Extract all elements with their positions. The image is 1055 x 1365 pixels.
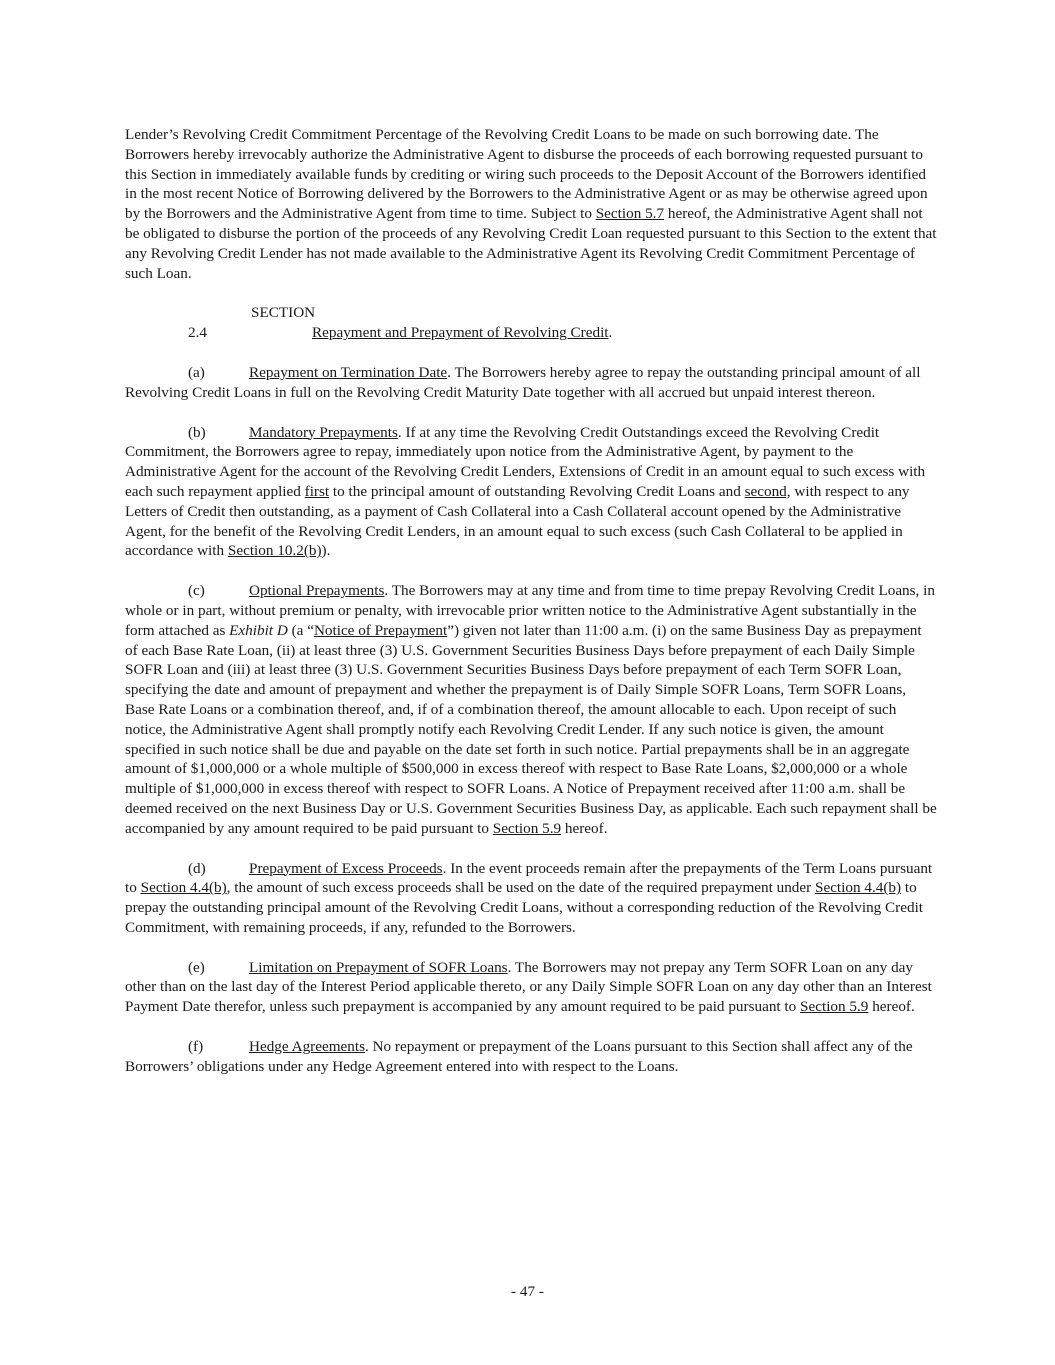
paragraph-caption: Limitation on Prepayment of SOFR Loans — [249, 958, 508, 976]
section-heading — [125, 303, 937, 343]
text-run: . The Borrowers hereby agree to repay the outstanding principal amount of all Revolving Credit Loans in full on the Revolving Credit Maturity Date together with all accrued but unpaid interest thereon. — [125, 363, 921, 401]
text-run: . If at any time the Revolving Credit Outstandings exceed the Revolving Credit Commitment, the Borrowers agree to repay, immediately upon notice from the Administrative Agent, by payment to the Administrative Agent for the account of the Revolving Credit Lenders, Extensions of Credit in an amount equal to such excess with each such repayment applied — [125, 423, 926, 500]
text-run: ”) given not later than 11:00 a.m. (i) on the same Business Day as prepayment of each Base Rate Loan, (ii) at least three (3) U.S. Government Securities Business Days before prepayment of each Daily Simple SOFR Loan and (iii) at least three (3) U.S. Government Securities Business Days before prepayment of each Term SOFR Loan, specifying the date and amount of prepayment and whether the prepayment is of Daily Simple SOFR Loans, Term SOFR Loans, Base Rate Loans or a combination thereof, and, if of a combination thereof, the amount allocable to each. Upon receipt of such notice, the Administrative Agent shall promptly notify each Revolving Credit Lender. If any such notice is given, the amount specified in such notice shall be due and payable on the date set forth in such notice. Partial prepayments shall be in an aggregate amount of $1,000,000 or a whole multiple of $500,000 in excess thereof with respect to Base Rate Loans, $2,000,000 or a whole multiple of $1,000,000 in excess thereof with respect to SOFR Loans. A Notice of Prepayment received after 11:00 a.m. shall be deemed received on the next Business Day or U.S. Government Securities Business Day, as applicable. Each such repayment shall be accompanied by any amount required to be paid pursuant to — [125, 621, 937, 837]
exhibit-reference: Exhibit D — [229, 621, 288, 639]
paragraph-label: (b) — [188, 423, 206, 441]
paragraph-label: (d) — [188, 859, 206, 877]
text-run: hereof. — [561, 819, 608, 837]
text-run: . — [608, 324, 613, 342]
paragraph-label: (a) — [188, 363, 205, 381]
text-run: , the amount of such excess proceeds shall be used on the date of the required prepayment under — [226, 879, 815, 897]
text-run: . No repayment or prepayment of the Loans pursuant to this Section shall affect any of the Borrowers’ obligations under any Hedge Agreement entered into with respect to the Loans. — [125, 1038, 913, 1075]
section-reference: Section 5.9 — [800, 998, 869, 1016]
emphasis-first: first — [304, 482, 330, 500]
text-run: (a “ — [287, 621, 314, 639]
section-reference: Section 10.2(b) — [227, 542, 322, 560]
text-run: to prepay the outstanding principal amount of the Revolving Credit Loans, without a corresponding reduction of the Revolving Credit Commitment, with remaining proceeds, if any, refunded to the Borrowers. — [125, 879, 924, 936]
defined-term: Notice of Prepayment — [313, 621, 448, 639]
text-run: ). — [321, 542, 331, 560]
paragraph-e — [125, 958, 937, 1017]
text-run: hereof, the Administrative Agent shall not be obligated to disburse the portion of the proceeds of any Revolving Credit Loan requested pursuant to this Section to the extent that any Revolving Credit Lender has not made available to the Administrative Agent its Revolving Credit Commitment Percentage of such Loan. — [125, 205, 937, 282]
paragraph-caption: Hedge Agreements — [249, 1038, 365, 1056]
text-run: . The Borrowers may at any time and from time to time prepay Revolving Credit Loans, in whole or in part, without premium or penalty, with irrevocable prior written notice to the Administrative Agent substantially in the form attached as — [125, 582, 935, 639]
section-title: Repayment and Prepayment of Revolving Credit — [312, 324, 609, 342]
paragraph-label: (e) — [188, 958, 205, 976]
paragraph-c — [125, 581, 937, 838]
paragraph-a — [125, 363, 937, 403]
emphasis-second: second, — [744, 482, 791, 500]
text-run: . In the event proceeds remain after the prepayments of the Term Loans pursuant to — [125, 859, 933, 897]
paragraph-caption: Repayment on Termination Date — [249, 363, 448, 381]
text-run: Lender’s Revolving Credit Commitment Percentage of the Revolving Credit Loans to be made on such borrowing date. The Borrowers hereby irrevocably authorize the Administrative Agent to disburse the proceeds of each borrowing requested pursuant to this Section in immediately available funds by crediting or wiring such proceeds to the Deposit Account of the Borrowers identified in the most recent Notice of Borrowing delivered by the Borrowers to the Administrative Agent or as may be otherwise agreed upon by the Borrowers and the Administrative Agent from time to time. Subject to — [125, 126, 928, 223]
paragraph-b — [125, 423, 937, 562]
paragraph-caption: Mandatory Prepayments — [249, 423, 398, 441]
text-run: . The Borrowers may not prepay any Term SOFR Loan on any day other than on the last day of the Interest Period applicable thereto, or any Daily Simple SOFR Loan on any day other than an Interest Payment Date therefor, unless such prepayment is accompanied by any amount required to be paid pursuant to — [125, 958, 932, 1016]
section-reference: Section 5.7 — [595, 205, 665, 223]
paragraph-d — [125, 859, 937, 938]
page-number: - 47 - — [511, 1283, 544, 1300]
paragraph-caption: Prepayment of Excess Proceeds — [249, 859, 443, 877]
text-run: to the principal amount of outstanding Revolving Credit Loans and — [329, 482, 745, 500]
paragraph-label: (f) — [188, 1038, 204, 1056]
continuation-paragraph — [125, 125, 937, 283]
section-number: SECTION 2.4 — [188, 304, 316, 342]
text-run: with respect to any Letters of Credit then outstanding, as a payment of Cash Collateral into a Cash Collateral account opened by the Administrative Agent, for the benefit of the Revolving Credit Lenders, in an amount equal to such excess (such Cash Collateral to be applied in accordance with — [125, 482, 910, 560]
paragraph-caption: Optional Prepayments — [249, 582, 385, 600]
paragraph-label: (c) — [188, 582, 205, 600]
paragraph-f — [125, 1037, 937, 1077]
section-reference: Section 4.4(b) — [815, 879, 902, 897]
document-body — [125, 125, 937, 1097]
text-run: hereof. — [868, 998, 915, 1016]
section-reference: Section 4.4(b) — [140, 879, 227, 897]
section-reference: Section 5.9 — [492, 819, 562, 837]
